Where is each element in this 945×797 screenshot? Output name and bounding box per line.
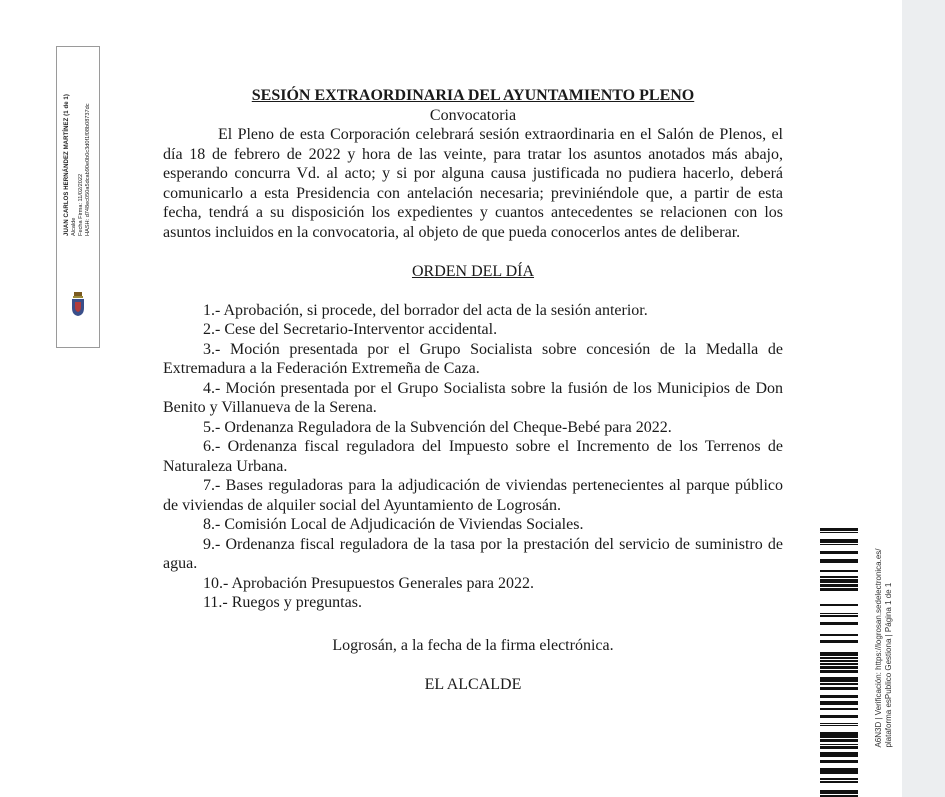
agenda-item: 9.- Ordenanza fiscal reguladora de la tasa por la prestación del servicio de suministro de agua. [163,535,783,572]
signature-stamp [56,46,100,348]
agenda-item: 8.- Comisión Local de Adjudicación de Viviendas Sociales. [203,516,584,533]
agenda-item: 6.- Ordenanza fiscal reguladora del Impuesto sobre el Incremento de los Terrenos de Naturaleza Urbana. [163,438,783,475]
document-title: SESIÓN EXTRAORDINARIA DEL AYUNTAMIENTO PLENO [251,87,695,104]
agenda-item: 7.- Bases reguladoras para la adjudicación de viviendas pertenecientes al parque público de viviendas de alquiler social del Ayuntamiento de Logrosán. [163,477,783,514]
closing-line: Logrosán, a la fecha de la firma electrónica. [332,636,614,654]
agenda-item: 3.- Moción presentada por el Grupo Socialista sobre concesión de la Medalla de Extremadura a la Federación Extremeña de Caza. [163,340,783,377]
stamp-role: Alcalde [71,217,77,236]
stamp-signer: JUAN CARLOS HERNÁNDEZ MARTÍNEZ (1 de 1) [64,94,70,236]
intro-paragraph: El Pleno de esta Corporación celebrará sesión extraordinaria en el Salón de Plenos, el día 18 de febrero de 2022 y hora de las veinte, para tratar los asuntos anotados más abajo, esperando concurra Vd. al acto; y si por alguna causa justificada no pudiera hacerlo, deberá comunicarlo a esta Presidencia con antelación necesaria; previniéndole que, a partir de esta fecha, tendrá a su disposición los expedientes y cuantos antecedentes se relacionen con los asuntos incluidos en la convocatoria, al objeto de que pueda conocerlos antes de deliberar. [163,126,783,241]
verification-area [818,528,902,797]
agenda-item: 4.- Moción presentada por el Grupo Socialista sobre la fusión de los Municipios de Don Benito y Villanueva de la Serena. [163,379,783,416]
agenda-item: 11.- Ruegos y preguntas. [203,594,362,611]
signer-title: EL ALCALDE [424,676,522,693]
verification-line-2: plataforma esPublico Gestiona | Página 1 de 1 [884,582,893,748]
document-body [163,86,783,695]
agenda-item: 10.- Aprobación Presupuestos Generales para 2022. [203,574,535,592]
agenda-item: 2.- Cese del Secretario-Interventor accidental. [203,321,498,338]
stamp-text [64,94,92,236]
stamp-hash: HASH: d748ec050a5dcab90e0b0c3d0f1f08b08737dc [85,103,91,236]
agenda-item: 5.- Ordenanza Reguladora de la Subvención del Cheque-Bebé para 2022. [203,418,672,436]
agenda-title: ORDEN DEL DÍA [411,263,535,280]
stamp-date: Fecha Firma: 11/02/2022 [78,173,84,236]
document-subtitle: Convocatoria [429,106,517,124]
coat-of-arms-icon [70,291,86,317]
agenda-item: 1.- Aprobación, si procede, del borrador del acta de la sesión anterior. [203,301,648,319]
verification-line-1: A6N3D | Verificación: https://logrosan.sedelectronica.es/ [874,548,883,748]
verification-text [874,548,894,747]
agenda-list [163,301,783,613]
barcode-icon [820,528,858,797]
